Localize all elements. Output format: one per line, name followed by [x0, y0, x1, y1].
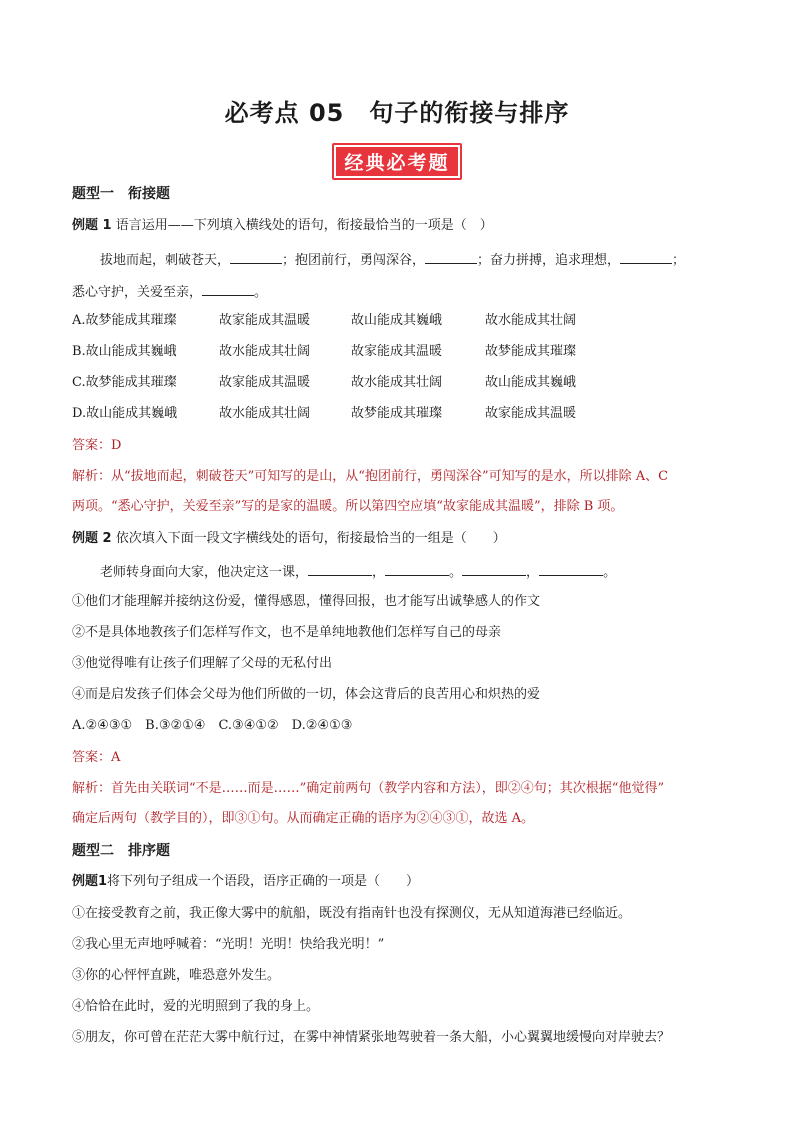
- blank-line: [462, 563, 526, 576]
- option-cell: 故水能成其壮阔: [219, 406, 311, 421]
- option-line: A.②④③① B.③②①④ C.③④①② D.②④①③: [72, 718, 353, 733]
- text-segment: ，: [372, 565, 386, 580]
- sentence-item: ⑤朋友，你可曾在茫茫大雾中航行过，在雾中神情紧张地驾驶着一条大船，小心翼翼地缓慢向对岸驶去？: [72, 1030, 671, 1045]
- analysis-2-line-2: 确定后两句（教学目的），即③①句。从而确定正确的语序为②④③①，故选 A。: [72, 811, 535, 826]
- option-cell: 故山能成其巍峨: [351, 313, 443, 328]
- classic-badge: 经典必考题: [332, 143, 461, 180]
- section-heading-2: 题型二 排序题: [72, 843, 170, 859]
- text-segment: 。: [603, 565, 617, 580]
- text-segment: 老师转身面向大家，他决定这一课，: [100, 565, 309, 580]
- fill-blank-line-2: [72, 283, 267, 302]
- option-cell: B.故山能成其巍峨: [72, 344, 177, 359]
- example-2-question: [72, 530, 506, 548]
- analysis-2-line-1: 解析：首先由关联词“不是……而是……”确定前两句（教学内容和方法），即②④句；其次根据“他觉得”: [72, 781, 665, 796]
- sentence-item: ②不是具体地教孩子们怎样写作文，也不是单纯地教他们怎样写自己的母亲: [72, 625, 502, 640]
- option-cell: 故家能成其温暖: [351, 344, 443, 359]
- option-cell: 故家能成其温暖: [485, 406, 577, 421]
- option-cell: 故家能成其温暖: [219, 313, 311, 328]
- blank-line: [385, 563, 449, 576]
- blank-line: [308, 563, 372, 576]
- analysis-1-line-1: 解析：从“拔地而起，刺破苍天”可知写的是山，从“抱团前行，勇闯深谷”可知写的是水，所以排除 A、C: [72, 469, 669, 484]
- option-cell: 故水能成其壮阔: [351, 375, 443, 390]
- option-cell: 故山能成其巍峨: [485, 375, 577, 390]
- fill-blank-line-3: [100, 563, 616, 582]
- answer-2: 答案：A: [72, 750, 121, 765]
- option-cell: 故水能成其壮阔: [219, 344, 311, 359]
- option-cell: 故梦能成其璀璨: [351, 406, 443, 421]
- option-cell: D.故山能成其巍峨: [72, 406, 178, 421]
- sentence-item: ④恰恰在此时，爱的光明照到了我的身上。: [72, 999, 320, 1014]
- question-text: 语言运用——下列填入横线处的语句，衔接最恰当的一项是（ ）: [111, 218, 493, 233]
- analysis-1-line-2: 两项。“悉心守护，关爱至亲”写的是家的温暖。所以第四空应填“故家能成其温暖”，排除 B 项。: [72, 499, 624, 514]
- fill-blank-line-1: [100, 251, 685, 270]
- sentence-item: ①在接受教育之前，我正像大雾中的航船，既没有指南针也没有探测仪，无从知道海港已经临近。: [72, 906, 632, 921]
- example-label: 例题 2: [72, 531, 112, 546]
- example-label: 例题1: [72, 874, 108, 889]
- option-cell: 故水能成其壮阔: [485, 313, 577, 328]
- sentence-item: ②我心里无声地呼喊着：“光明！光明！快给我光明！”: [72, 937, 385, 952]
- sentence-item: ③他觉得唯有让孩子们理解了父母的无私付出: [72, 656, 333, 671]
- blank-line: [620, 251, 672, 264]
- blank-line: [230, 251, 282, 264]
- sentence-item: ①他们才能理解并接纳这份爱，懂得感恩，懂得回报，也才能写出诚挚感人的作文: [72, 594, 541, 609]
- example-label: 例题 1: [72, 218, 112, 233]
- text-segment: 。: [254, 285, 268, 300]
- answer-1: 答案：D: [72, 438, 122, 453]
- example-3-question: [72, 873, 419, 891]
- question-text: 依次填入下面一段文字横线处的语句，衔接最恰当的一组是（ ）: [111, 531, 506, 546]
- blank-line: [425, 251, 477, 264]
- question-text: 将下列句子组成一个语段，语序正确的一项是（ ）: [107, 874, 420, 889]
- sentence-item: ③你的心怦怦直跳，唯恐意外发生。: [72, 968, 281, 983]
- sentence-item: ④而是启发孩子们体会父母为他们所做的一切，体会这背后的良苦用心和炽热的爱: [72, 687, 541, 702]
- page-title: 必考点 05 句子的衔接与排序: [224, 99, 570, 127]
- blank-line: [202, 283, 254, 296]
- option-cell: 故梦能成其璀璨: [485, 344, 577, 359]
- option-cell: 故家能成其温暖: [219, 375, 311, 390]
- text-segment: 拔地而起，刺破苍天，: [100, 253, 231, 268]
- text-segment: 悉心守护，关爱至亲，: [72, 285, 203, 300]
- section-heading-1: 题型一 衔接题: [72, 186, 170, 202]
- option-cell: C.故梦能成其璀璨: [72, 375, 177, 390]
- text-segment: ，: [526, 565, 540, 580]
- text-segment: ；奋力拼搏，追求理想，: [477, 253, 621, 268]
- text-segment: ；抱团前行，勇闯深谷，: [282, 253, 426, 268]
- example-1-question: [72, 217, 493, 235]
- option-cell: A.故梦能成其璀璨: [72, 313, 177, 328]
- text-segment: 。: [449, 565, 463, 580]
- text-segment: ；: [672, 253, 686, 268]
- blank-line: [539, 563, 603, 576]
- badge-wrap: [0, 143, 794, 180]
